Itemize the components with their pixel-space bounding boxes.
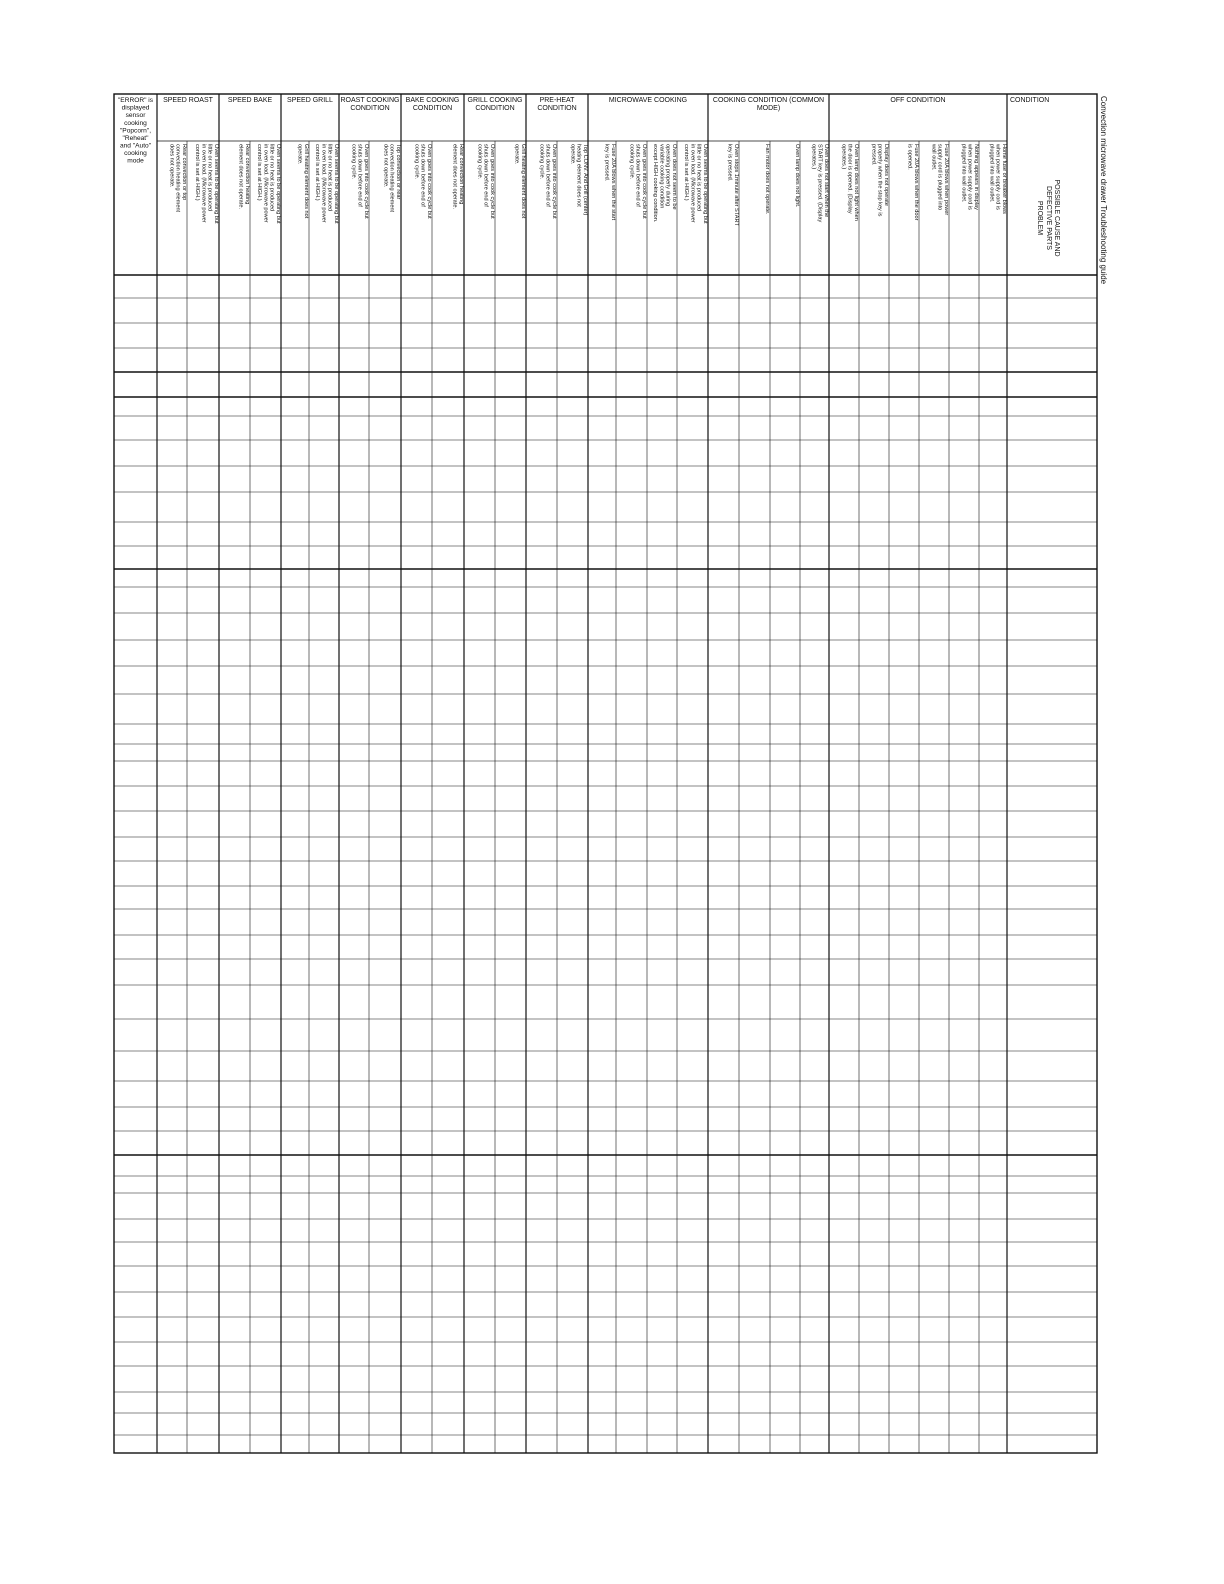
problem-description: Oven goes into cook cycle butshuts down before end ofcooking cycle. bbox=[476, 144, 495, 219]
group-header: SPEED BAKE bbox=[227, 97, 273, 104]
problem-description: Display does not operateproperly when the stop key ispressed. bbox=[870, 144, 889, 217]
problem-description: Home fuse or breaker blowswhen power supply cord isplugged into wall outlet. bbox=[988, 144, 1007, 214]
problem-description: Oven seems to be operating butlittle or no heat is producedin oven load. (Microwave powercontrol is set at HIGH.) bbox=[683, 144, 708, 224]
problem-description: Oven lamp does not light whenthe door is opened. (Displayoperates.) bbox=[840, 144, 859, 221]
possible-cause-label: POSSIBLE CAUSE ANDDEFECTIVE PARTS bbox=[1045, 179, 1060, 257]
group-header: SPEED ROAST bbox=[163, 97, 213, 104]
problem-description: Rear convection heatingelement does not operate. bbox=[237, 144, 250, 209]
problem-description: Top CONV. And Grill (center)heating element does notoperate. bbox=[569, 144, 588, 216]
table-grid bbox=[114, 94, 1097, 1453]
problem-description: Oven seems to be operating butlittle or no heat is producedin oven load. (Microwave powercontrol is set at HIGH.) bbox=[194, 144, 219, 224]
problem-description: Oven seems to be operating butlittle or no heat is producedin oven load. (Microwave powercontrol is set at HIGH.) bbox=[256, 144, 281, 224]
problem-description: Grill heating element does notoperate. bbox=[513, 144, 526, 219]
condition-label: CONDITION bbox=[1010, 97, 1050, 104]
group-header: SPEED GRILL bbox=[287, 97, 333, 104]
problem-description: Fan motor does not operate. bbox=[764, 144, 770, 215]
group-header: PRE-HEAT CONDITION bbox=[537, 97, 577, 113]
problem-description: Nothing appears in displaywhen power supply cord isplugged into wall outlet. bbox=[960, 144, 979, 210]
problem-description: Oven does not seem to beoperating properly duringvariable cooking conditionexcept HIGH cooking condition. bbox=[652, 144, 677, 223]
page-title: Convection microwave drawer Troubleshooting guide bbox=[1099, 96, 1108, 285]
problem-description: Oven lamp does not light. bbox=[794, 144, 800, 208]
problem-description: Fuse 20A blows when the dooris opened. bbox=[906, 144, 919, 221]
problem-description: Oven goes into cook cycle butshuts down before end ofcooking cycle. bbox=[628, 144, 647, 219]
group-header: COOKING CONDITION (COMMON MODE) bbox=[712, 97, 825, 113]
problem-label: PROBLEM bbox=[1036, 200, 1043, 236]
problem-description: Top convection or rearconvection heating elementdoes not operate. bbox=[382, 144, 401, 213]
group-header: BAKE COOKING CONDITION bbox=[405, 97, 460, 113]
problem-description: Rear convection heatingelement does not operate. bbox=[451, 144, 464, 209]
problem-description: Oven goes into cook cycle butshuts down before end ofcooking cycle. bbox=[413, 144, 432, 219]
group-header: MICROWAVE COOKING bbox=[608, 97, 688, 104]
problem-description: Oven goes into cook cycle butshuts down before end ofcooking cycle. bbox=[538, 144, 557, 219]
table-headers bbox=[118, 96, 1108, 285]
group-header: "ERROR" is displayed sensor cooking "Popcorn", "Reheat" and "Auto" cooking mode bbox=[117, 97, 154, 165]
problem-description: Rear convection or topconvection heating elementdoes not operate. bbox=[168, 144, 187, 213]
problem-description: Oven goes into cook cycle butshuts down before end ofcooking cycle. bbox=[350, 144, 369, 219]
problem-description: Oven stops 1minute after STARTkey is pressed. bbox=[726, 144, 739, 226]
problem-description: Oven does not start when theSTART key is pressed. (Displayoperates.) bbox=[810, 144, 829, 223]
problem-description: Oven seems to be operating butlittle or no heat is producedin oven load. (Microwave powercontrol is set at HIGH.) bbox=[314, 144, 339, 224]
problem-description: Fuse 20A blows when powersupply cord is plugged intowall outlet. bbox=[930, 144, 949, 216]
problem-description: Fuse 20A blows when the startkey is pressed. bbox=[603, 144, 616, 221]
group-header: ROAST COOKING CONDITION bbox=[340, 97, 400, 113]
group-header: GRILL COOKING CONDITION bbox=[467, 97, 523, 113]
problem-description: Grill heating element does notoperate. bbox=[296, 144, 309, 219]
group-header: OFF CONDITION bbox=[890, 97, 946, 104]
